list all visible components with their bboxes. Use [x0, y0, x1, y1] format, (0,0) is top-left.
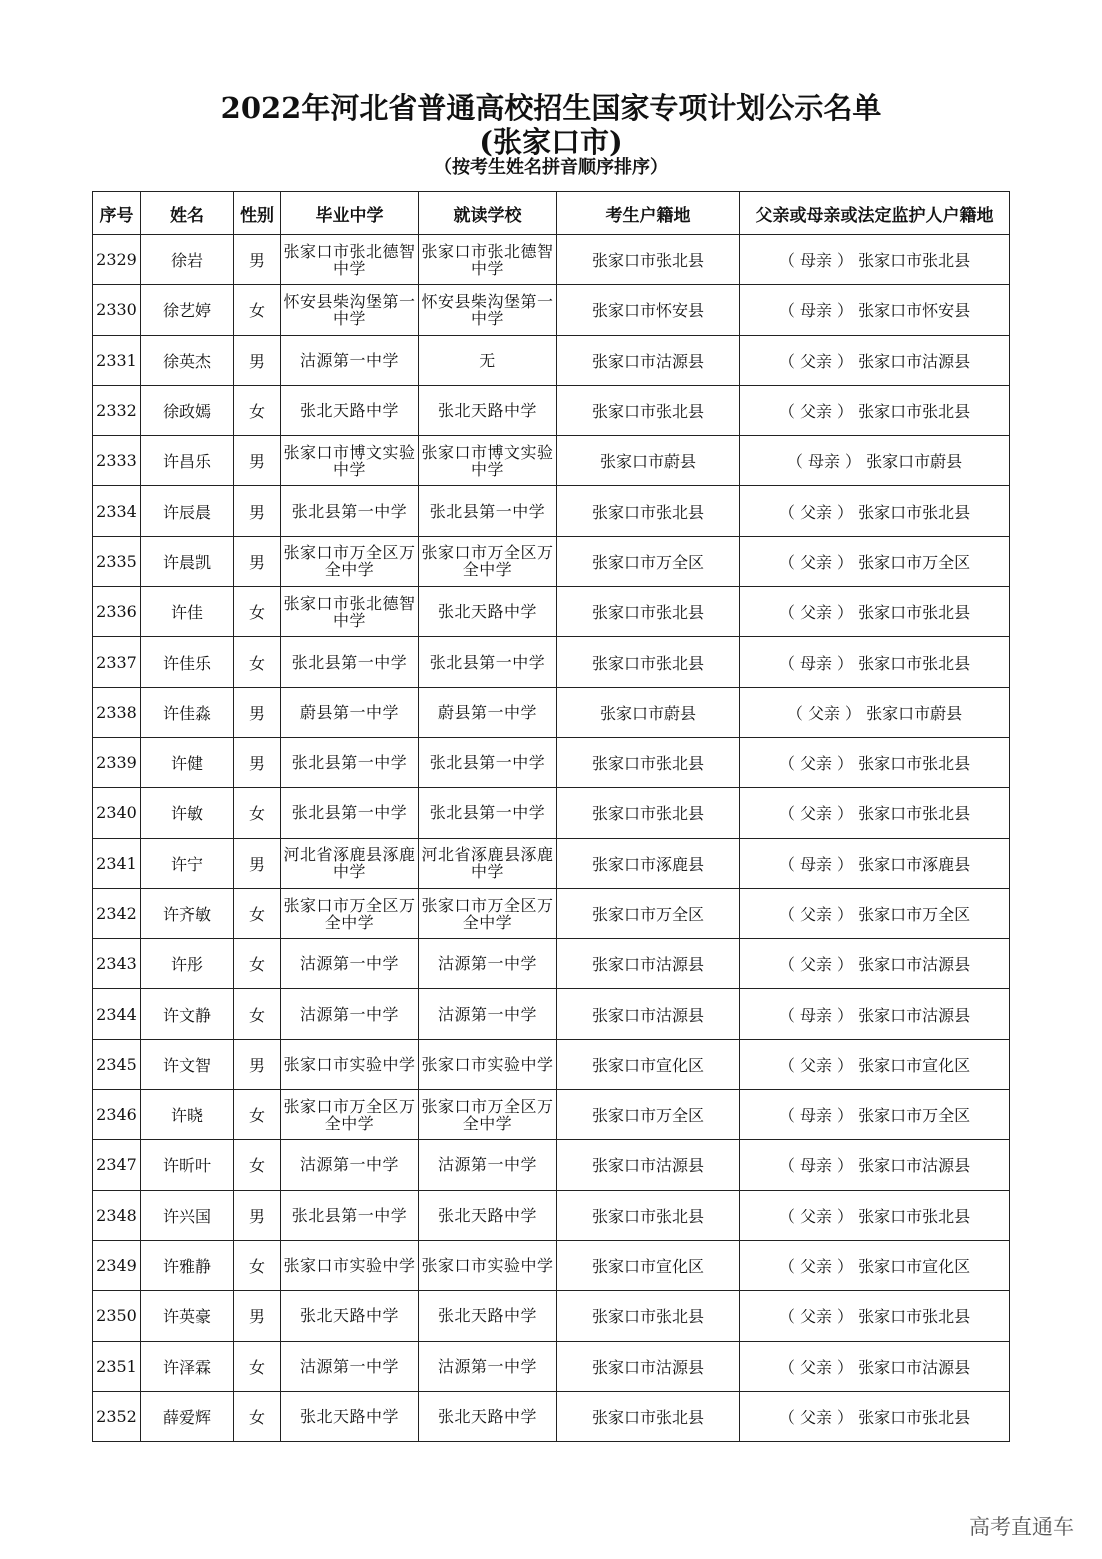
cell-study-school: 沽源第一中学 — [419, 1341, 557, 1391]
cell-name: 许文智 — [141, 1039, 234, 1089]
cell-seq: 2341 — [93, 838, 141, 888]
cell-name: 许敏 — [141, 788, 234, 838]
cell-hukou: 张家口市宣化区 — [557, 1039, 740, 1089]
cell-hukou: 张家口市宣化区 — [557, 1240, 740, 1290]
cell-guardian-hukou: （ 父亲 ） 张家口市张北县 — [740, 737, 1010, 787]
cell-seq: 2343 — [93, 939, 141, 989]
cell-grad-school: 怀安县柴沟堡第一中学 — [281, 285, 419, 335]
cell-hukou: 张家口市沽源县 — [557, 335, 740, 385]
cell-grad-school: 张家口市博文实验中学 — [281, 436, 419, 486]
cell-study-school: 张家口市万全区万全中学 — [419, 536, 557, 586]
cell-gender: 女 — [234, 637, 281, 687]
table-row — [93, 888, 1010, 938]
table-row — [93, 235, 1010, 285]
table-row — [93, 939, 1010, 989]
cell-study-school: 张北天路中学 — [419, 587, 557, 637]
cell-guardian-hukou: （ 父亲 ） 张家口市张北县 — [740, 486, 1010, 536]
cell-name: 许文静 — [141, 989, 234, 1039]
cell-seq: 2342 — [93, 888, 141, 938]
cell-seq: 2331 — [93, 335, 141, 385]
cell-gender: 女 — [234, 385, 281, 435]
header-seq: 序号 — [93, 192, 141, 235]
table-row — [93, 587, 1010, 637]
cell-guardian-hukou: （ 父亲 ） 张家口市张北县 — [740, 1190, 1010, 1240]
cell-name: 徐政嫣 — [141, 385, 234, 435]
cell-guardian-hukou: （ 父亲 ） 张家口市蔚县 — [740, 687, 1010, 737]
table-row — [93, 436, 1010, 486]
cell-study-school: 沽源第一中学 — [419, 939, 557, 989]
table-row — [93, 1190, 1010, 1240]
cell-guardian-hukou: （ 父亲 ） 张家口市万全区 — [740, 888, 1010, 938]
cell-guardian-hukou: （ 父亲 ） 张家口市张北县 — [740, 587, 1010, 637]
cell-grad-school: 张北县第一中学 — [281, 788, 419, 838]
cell-gender: 男 — [234, 235, 281, 285]
cell-guardian-hukou: （ 母亲 ） 张家口市涿鹿县 — [740, 838, 1010, 888]
cell-grad-school: 河北省涿鹿县涿鹿中学 — [281, 838, 419, 888]
cell-name: 许健 — [141, 737, 234, 787]
cell-seq: 2352 — [93, 1391, 141, 1441]
table-row — [93, 838, 1010, 888]
table-row — [93, 1291, 1010, 1341]
table-row — [93, 989, 1010, 1039]
cell-seq: 2330 — [93, 285, 141, 335]
cell-name: 徐岩 — [141, 235, 234, 285]
cell-gender: 女 — [234, 1391, 281, 1441]
cell-seq: 2332 — [93, 385, 141, 435]
cell-guardian-hukou: （ 父亲 ） 张家口市宣化区 — [740, 1240, 1010, 1290]
cell-seq: 2339 — [93, 737, 141, 787]
cell-seq: 2350 — [93, 1291, 141, 1341]
table-row — [93, 788, 1010, 838]
cell-study-school: 张北天路中学 — [419, 1391, 557, 1441]
cell-name: 许兴国 — [141, 1190, 234, 1240]
cell-hukou: 张家口市张北县 — [557, 637, 740, 687]
cell-guardian-hukou: （ 父亲 ） 张家口市沽源县 — [740, 335, 1010, 385]
cell-gender: 女 — [234, 788, 281, 838]
cell-guardian-hukou: （ 母亲 ） 张家口市万全区 — [740, 1090, 1010, 1140]
cell-guardian-hukou: （ 父亲 ） 张家口市宣化区 — [740, 1039, 1010, 1089]
cell-study-school: 张北县第一中学 — [419, 486, 557, 536]
cell-gender: 女 — [234, 587, 281, 637]
cell-guardian-hukou: （ 父亲 ） 张家口市沽源县 — [740, 1341, 1010, 1391]
cell-hukou: 张家口市蔚县 — [557, 436, 740, 486]
cell-guardian-hukou: （ 父亲 ） 张家口市张北县 — [740, 385, 1010, 435]
table-row — [93, 335, 1010, 385]
cell-hukou: 张家口市沽源县 — [557, 989, 740, 1039]
cell-seq: 2349 — [93, 1240, 141, 1290]
cell-name: 许佳乐 — [141, 637, 234, 687]
cell-guardian-hukou: （ 父亲 ） 张家口市张北县 — [740, 1291, 1010, 1341]
cell-guardian-hukou: （ 父亲 ） 张家口市张北县 — [740, 1391, 1010, 1441]
cell-name: 许晓 — [141, 1090, 234, 1140]
header-name: 姓名 — [141, 192, 234, 235]
cell-guardian-hukou: （ 母亲 ） 张家口市蔚县 — [740, 436, 1010, 486]
cell-hukou: 张家口市张北县 — [557, 737, 740, 787]
cell-seq: 2340 — [93, 788, 141, 838]
cell-grad-school: 张家口市实验中学 — [281, 1039, 419, 1089]
cell-guardian-hukou: （ 父亲 ） 张家口市沽源县 — [740, 939, 1010, 989]
cell-seq: 2345 — [93, 1039, 141, 1089]
cell-seq: 2336 — [93, 587, 141, 637]
cell-gender: 女 — [234, 1341, 281, 1391]
cell-seq: 2351 — [93, 1341, 141, 1391]
cell-guardian-hukou: （ 母亲 ） 张家口市张北县 — [740, 235, 1010, 285]
cell-hukou: 张家口市沽源县 — [557, 1140, 740, 1190]
cell-study-school: 怀安县柴沟堡第一中学 — [419, 285, 557, 335]
cell-seq: 2329 — [93, 235, 141, 285]
cell-grad-school: 沽源第一中学 — [281, 939, 419, 989]
cell-name: 薛爱辉 — [141, 1391, 234, 1441]
cell-hukou: 张家口市张北县 — [557, 486, 740, 536]
cell-guardian-hukou: （ 母亲 ） 张家口市张北县 — [740, 637, 1010, 687]
cell-grad-school: 沽源第一中学 — [281, 989, 419, 1039]
cell-gender: 男 — [234, 486, 281, 536]
cell-study-school: 张北天路中学 — [419, 1190, 557, 1240]
cell-guardian-hukou: （ 母亲 ） 张家口市怀安县 — [740, 285, 1010, 335]
cell-hukou: 张家口市沽源县 — [557, 1341, 740, 1391]
cell-grad-school: 张家口市万全区万全中学 — [281, 536, 419, 586]
cell-gender: 男 — [234, 536, 281, 586]
cell-seq: 2333 — [93, 436, 141, 486]
cell-name: 许宁 — [141, 838, 234, 888]
cell-gender: 女 — [234, 1240, 281, 1290]
table-row — [93, 536, 1010, 586]
table-row — [93, 1341, 1010, 1391]
roster-table — [92, 191, 1010, 1442]
cell-name: 许英豪 — [141, 1291, 234, 1341]
table-row — [93, 1391, 1010, 1441]
cell-name: 许晨凯 — [141, 536, 234, 586]
cell-name: 徐艺婷 — [141, 285, 234, 335]
cell-hukou: 张家口市张北县 — [557, 587, 740, 637]
watermark-text: 高考直通车 — [969, 1515, 1074, 1539]
header-grad-school: 毕业中学 — [281, 192, 419, 235]
cell-hukou: 张家口市张北县 — [557, 385, 740, 435]
cell-gender: 男 — [234, 1039, 281, 1089]
table-row — [93, 285, 1010, 335]
cell-study-school: 张北县第一中学 — [419, 788, 557, 838]
table-row — [93, 1240, 1010, 1290]
cell-name: 徐英杰 — [141, 335, 234, 385]
header-gender: 性别 — [234, 192, 281, 235]
cell-gender: 男 — [234, 687, 281, 737]
cell-grad-school: 张北县第一中学 — [281, 486, 419, 536]
cell-guardian-hukou: （ 母亲 ） 张家口市沽源县 — [740, 1140, 1010, 1190]
table-row — [93, 1140, 1010, 1190]
cell-seq: 2348 — [93, 1190, 141, 1240]
cell-hukou: 张家口市万全区 — [557, 888, 740, 938]
cell-grad-school: 张家口市万全区万全中学 — [281, 1090, 419, 1140]
cell-gender: 男 — [234, 737, 281, 787]
cell-hukou: 张家口市怀安县 — [557, 285, 740, 335]
cell-gender: 男 — [234, 335, 281, 385]
cell-study-school: 河北省涿鹿县涿鹿中学 — [419, 838, 557, 888]
header-guardian-hukou: 父亲或母亲或法定监护人户籍地 — [740, 192, 1010, 235]
cell-seq: 2338 — [93, 687, 141, 737]
table-row — [93, 1039, 1010, 1089]
document-title: 2022年河北省普通高校招生国家专项计划公示名单 — [220, 91, 882, 125]
cell-name: 许泽霖 — [141, 1341, 234, 1391]
cell-seq: 2334 — [93, 486, 141, 536]
cell-study-school: 张家口市张北德智中学 — [419, 235, 557, 285]
cell-study-school: 张家口市实验中学 — [419, 1240, 557, 1290]
cell-grad-school: 蔚县第一中学 — [281, 687, 419, 737]
cell-grad-school: 张北天路中学 — [281, 385, 419, 435]
cell-hukou: 张家口市张北县 — [557, 788, 740, 838]
cell-grad-school: 张北县第一中学 — [281, 1190, 419, 1240]
cell-guardian-hukou: （ 父亲 ） 张家口市万全区 — [740, 536, 1010, 586]
cell-guardian-hukou: （ 母亲 ） 张家口市沽源县 — [740, 989, 1010, 1039]
table-body — [93, 235, 1010, 1442]
cell-name: 许昕叶 — [141, 1140, 234, 1190]
cell-hukou: 张家口市张北县 — [557, 235, 740, 285]
cell-hukou: 张家口市蔚县 — [557, 687, 740, 737]
cell-hukou: 张家口市张北县 — [557, 1291, 740, 1341]
cell-study-school: 无 — [419, 335, 557, 385]
table-row — [93, 486, 1010, 536]
document-subtitle-city: (张家口市) — [479, 125, 623, 159]
cell-name: 许彤 — [141, 939, 234, 989]
cell-grad-school: 沽源第一中学 — [281, 1341, 419, 1391]
cell-gender: 女 — [234, 285, 281, 335]
header-study-school: 就读学校 — [419, 192, 557, 235]
table-header-row — [93, 192, 1010, 235]
cell-grad-school: 张家口市万全区万全中学 — [281, 888, 419, 938]
table-row — [93, 737, 1010, 787]
cell-gender: 女 — [234, 1140, 281, 1190]
cell-study-school: 张北县第一中学 — [419, 637, 557, 687]
cell-study-school: 张北县第一中学 — [419, 737, 557, 787]
table-row — [93, 385, 1010, 435]
cell-hukou: 张家口市张北县 — [557, 1190, 740, 1240]
cell-study-school: 张家口市万全区万全中学 — [419, 1090, 557, 1140]
cell-grad-school: 张北县第一中学 — [281, 737, 419, 787]
cell-grad-school: 张北天路中学 — [281, 1391, 419, 1441]
table-row — [93, 637, 1010, 687]
cell-hukou: 张家口市万全区 — [557, 536, 740, 586]
cell-study-school: 蔚县第一中学 — [419, 687, 557, 737]
table-row — [93, 687, 1010, 737]
header-hukou: 考生户籍地 — [557, 192, 740, 235]
cell-hukou: 张家口市万全区 — [557, 1090, 740, 1140]
cell-name: 许辰晨 — [141, 486, 234, 536]
cell-grad-school: 沽源第一中学 — [281, 1140, 419, 1190]
document-subtitle-sort-note: （按考生姓名拼音顺序排序） — [434, 157, 668, 178]
cell-study-school: 张家口市实验中学 — [419, 1039, 557, 1089]
cell-gender: 女 — [234, 1090, 281, 1140]
cell-grad-school: 张家口市张北德智中学 — [281, 587, 419, 637]
cell-seq: 2347 — [93, 1140, 141, 1190]
cell-study-school: 张北天路中学 — [419, 1291, 557, 1341]
cell-grad-school: 张北天路中学 — [281, 1291, 419, 1341]
cell-seq: 2335 — [93, 536, 141, 586]
cell-gender: 女 — [234, 939, 281, 989]
cell-seq: 2344 — [93, 989, 141, 1039]
cell-grad-school: 张家口市实验中学 — [281, 1240, 419, 1290]
cell-gender: 女 — [234, 888, 281, 938]
cell-gender: 男 — [234, 436, 281, 486]
cell-name: 许雅静 — [141, 1240, 234, 1290]
cell-study-school: 沽源第一中学 — [419, 1140, 557, 1190]
cell-study-school: 张家口市博文实验中学 — [419, 436, 557, 486]
cell-gender: 男 — [234, 838, 281, 888]
table-row — [93, 1090, 1010, 1140]
cell-name: 许齐敏 — [141, 888, 234, 938]
cell-gender: 男 — [234, 1291, 281, 1341]
cell-gender: 女 — [234, 989, 281, 1039]
cell-hukou: 张家口市张北县 — [557, 1391, 740, 1441]
cell-guardian-hukou: （ 父亲 ） 张家口市张北县 — [740, 788, 1010, 838]
cell-hukou: 张家口市涿鹿县 — [557, 838, 740, 888]
cell-name: 许昌乐 — [141, 436, 234, 486]
cell-study-school: 张家口市万全区万全中学 — [419, 888, 557, 938]
cell-grad-school: 张北县第一中学 — [281, 637, 419, 687]
cell-study-school: 沽源第一中学 — [419, 989, 557, 1039]
cell-seq: 2337 — [93, 637, 141, 687]
cell-seq: 2346 — [93, 1090, 141, 1140]
cell-grad-school: 沽源第一中学 — [281, 335, 419, 385]
cell-name: 许佳淼 — [141, 687, 234, 737]
cell-name: 许佳 — [141, 587, 234, 637]
cell-grad-school: 张家口市张北德智中学 — [281, 235, 419, 285]
cell-study-school: 张北天路中学 — [419, 385, 557, 435]
cell-hukou: 张家口市沽源县 — [557, 939, 740, 989]
cell-gender: 男 — [234, 1190, 281, 1240]
